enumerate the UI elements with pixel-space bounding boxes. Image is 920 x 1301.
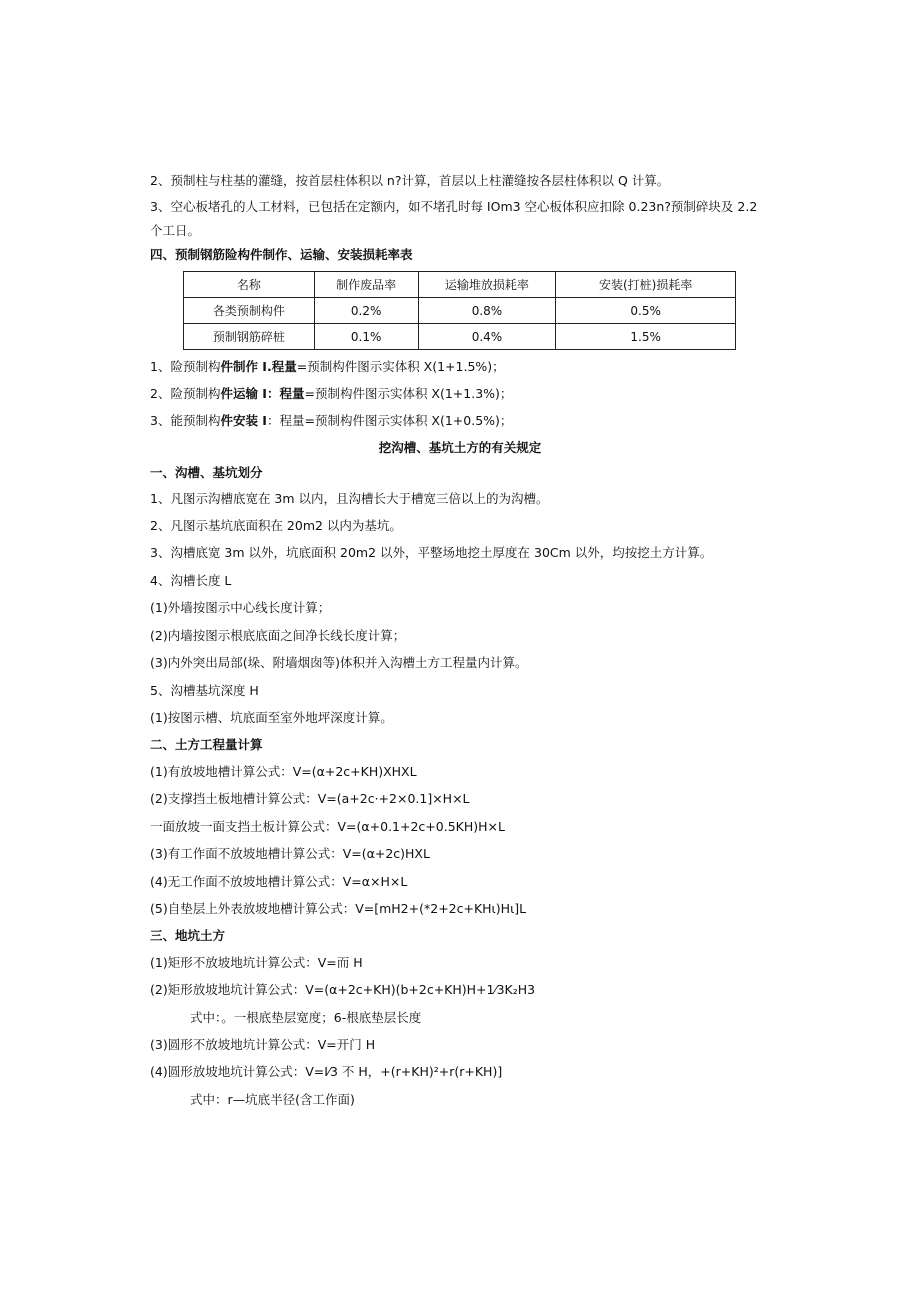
list-item: (5)自垫层上外表放坡地槽计算公式：V=[mH2+(*2+2c+KHι)Hι]L [150,901,527,916]
formula-prefix: 3、能预制构 [150,413,221,428]
list-item: (3)内外突出局部(垛、附墙烟囱等)体积并入沟槽土方工程量内计算。 [150,655,528,670]
document-title: 挖沟槽、基坑土方的有关规定 [378,440,542,455]
table-cell: 各类预制构件 [184,298,315,324]
section-heading-division: 一、沟槽、基坑划分 [150,465,263,480]
list-item: 一面放坡一面支挡土板计算公式：V=(α+0.1+2c+0.5KH)H×L [150,819,505,834]
formula-body: =预制构件图示实体积 X(1+1.3%)； [304,386,513,401]
loss-rate-table [183,271,736,350]
table-row [184,298,736,324]
formula-bold-term: 件制作 I.程量 [220,359,297,374]
list-item: (2)矩形放坡地坑计算公式：V=(α+2c+KH)(b+2c+KH)H+1⁄3K₂H3 [150,982,536,997]
formula-installation [150,412,512,430]
formula-fabrication [150,358,505,376]
table-cell: 0.2% [314,298,418,324]
formula-note: 式中：。一根底垫层宽度；6-根底垫层长度 [190,1010,422,1025]
paragraph-grout: 2、预制柱与柱基的灌缝，按首层柱体积以 n?计算，首层以上柱灌缝按各层柱体积以 Q 计算。 [150,173,670,188]
paragraph-hollow-slab: 3、空心板堵孔的人工材料，已包括在定额内，如不堵孔时每 IOm3 空心板体积应扣除 0.23n?预制碎块及 2.2 [150,199,758,214]
table-header-cell: 运输堆放损耗率 [418,272,556,298]
list-item: (4)圆形放坡地坑计算公式：V=I⁄3 不 H，+(r+KH)²+r(r+KH)] [150,1064,503,1079]
table-header-cell: 名称 [184,272,315,298]
table-cell: 0.5% [556,298,736,324]
table-cell: 预制钢筋碎桩 [184,324,315,350]
list-item: 2、凡图示基坑底面积在 20m2 以内为基坑。 [150,518,402,533]
list-item: 3、沟槽底宽 3m 以外，坑底面积 20m2 以外，平整场地挖土厚度在 30Cm 以外，均按挖土方计算。 [150,545,713,560]
section-heading-loss-table: 四、预制钢筋险构件制作、运输、安装损耗率表 [150,247,413,262]
section-heading-earthwork: 二、土方工程量计算 [150,737,263,752]
list-item: (2)内墙按图示根底底面之间净长线长度计算； [150,628,406,643]
list-item: 5、沟槽基坑深度 H [150,683,259,698]
list-item: (1)外墙按图示中心线长度计算； [150,600,331,615]
formula-prefix: 2、险预制构 [150,386,221,401]
list-item: (4)无工作面不放坡地槽计算公式：V=α×H×L [150,874,408,889]
list-item: (1)矩形不放坡地坑计算公式：V=而 H [150,955,363,970]
formula-prefix: 1、险预制构 [150,359,221,374]
formula-note: 式中：r—坑底半径(含工作面) [190,1092,355,1107]
table-cell: 1.5% [556,324,736,350]
table-cell: 0.4% [418,324,556,350]
list-item: (1)按图示槽、坑底面至室外地坪深度计算。 [150,710,393,725]
list-item: 1、凡图示沟槽底宽在 3m 以内，且沟槽长大于槽宽三倍以上的为沟槽。 [150,491,549,506]
table-header-cell: 安装(打桩)损耗率 [556,272,736,298]
formula-transport [150,385,512,403]
table-cell: 0.8% [418,298,556,324]
paragraph-hollow-slab-cont: 个工日。 [150,223,201,238]
list-item: (3)圆形不放坡地坑计算公式：V=开门 H [150,1037,376,1052]
table-row [184,324,736,350]
table-header-row [184,272,736,298]
formula-bold-term: 件安装 I [220,413,267,428]
list-item: (1)有放坡地槽计算公式：V=(α+2c+KH)XHXL [150,764,417,779]
table-header-cell: 制作废品率 [314,272,418,298]
list-item: (2)支撑挡土板地槽计算公式：V=(a+2c·+2×0.1]×H×L [150,791,470,806]
formula-body: =预制构件图示实体积 X(1+1.5%)； [296,359,505,374]
section-heading-pit: 三、地坑土方 [150,928,226,943]
table-cell: 0.1% [314,324,418,350]
formula-bold-term: 件运输 I：程量 [220,386,305,401]
list-item: 4、沟槽长度 L [150,573,232,588]
list-item: (3)有工作面不放坡地槽计算公式：V=(α+2c)HXL [150,846,430,861]
formula-body: ：程量=预制构件图示实体积 X(1+0.5%)； [266,413,513,428]
